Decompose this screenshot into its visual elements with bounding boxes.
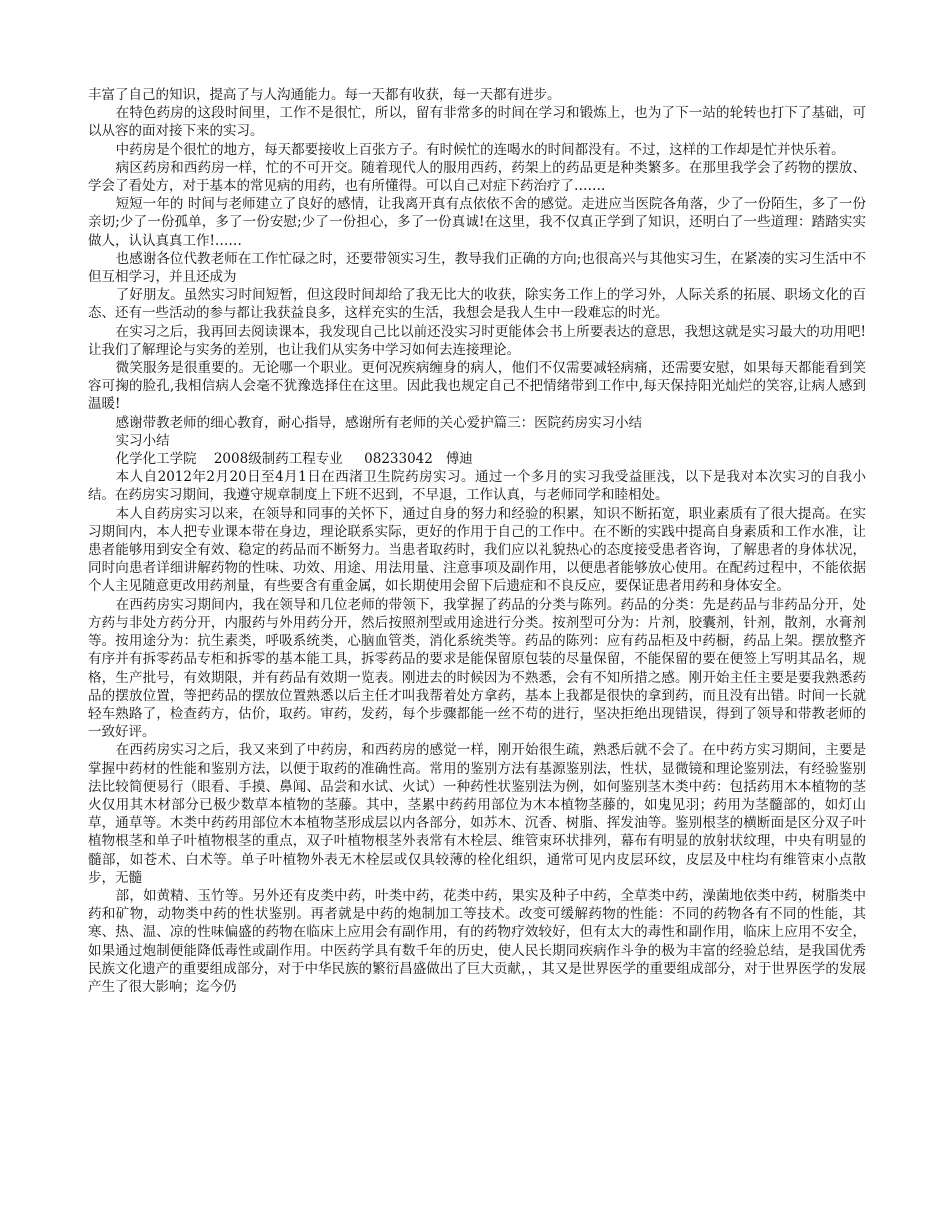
paragraph-7: 了好朋友。虽然实习时间短暂，但这段时间却给了我无比大的收获，除实务工作上的学习外，人际关系的拓展、职场文化的百态、还有一些活动的参与都让我获益良多，这样充实的生活，我想会是我人生中一段难忘的时光。 [88, 287, 866, 322]
paragraph-8: 在实习之后，我再回去阅读课本，我发现自己比以前还没实习时更能体会书上所要表达的意思，我想这就是实习最大的功用吧!让我们了解理论与实务的差别，也让我们从实务中学习如何去连接理论。 [88, 323, 866, 358]
paragraph-13: 本人自2012年2月20日至4月1日在西渚卫生院药房实习。通过一个多月的实习我受益匪浅，以下是我对本次实习的自我小结。在药房实习期间，我遵守规章制度上下班不迟到，不早退，工作认真，与老师同学和睦相处。 [88, 469, 866, 504]
paragraph-14: 本人自药房实习以来，在领导和同事的关怀下，通过自身的努力和经验的积累，知识不断拓宽，职业素质有了很大提高。在实习期间内，本人把专业课本带在身边，理论联系实际，更好的作用于自己的工作中。在不断的实践中提高自身素质和工作水准，让患者能够用到安全有效、稳定的药品而不断努力。当患者取药时，我们应以礼貌热心的态度接受患者咨询，了解患者的身体状况，同时向患者详细讲解药物的性味、功效、用途、用法用量、注意事项及副作用，以便患者能够放心使用。在配药过程中，不能依据个人主见随意更改用药剂量，有些要含有重金属，如长期使用会留下后遗症和不良反应，要保证患者用药和身体安全。 [88, 505, 866, 595]
paragraph-1: 丰富了自己的知识，提高了与人沟通能力。每一天都有收获，每一天都有进步。 [88, 87, 561, 103]
paragraph-17: 部，如黄精、玉竹等。另外还有皮类中药，叶类中药，花类中药，果实及种子中药，全草类中药，澡菌地依类中药，树脂类中药和矿物，动物类中药的性状鉴别。再者就是中药的炮制加工等技术。改变可缓解药物的性能：不同的药物各有不同的性能，其寒、热、温、凉的性味偏盛的药物在临床上应用会有副作用，有的药物疗效较好，但有太大的毒性和副作用，临床上应用不安全，如果通过炮制便能降低毒性或副作用。中医药学具有数千年的历史，使人民长期同疾病作斗争的极为丰富的经验总结，是我国优秀民族文化遗产的重要组成部分，对于中华民族的繁衍昌盛做出了巨大贡献，，其又是世界医学的重要组成部分，对于世界医学的发展产生了很大影响；迄今仍 [88, 887, 866, 995]
author-info-line: 化学化工学院 2008级制药工程专业 08233042 傅迪 [115, 451, 473, 468]
paragraph-4: 病区药房和西药房一样，忙的不可开交。随着现代人的服用西药，药架上的药品更是种类繁多。在那里我学会了药物的摆放、学会了看处方，对于基本的常见病的用药，也有所懂得。可以自己对症下药治疗了……. [88, 159, 866, 195]
paragraph-6: 也感谢各位代教老师在工作忙碌之时，还要带领实习生，教导我们正确的方向;也很高兴与其他实习生，在紧凑的实习生活中不但互相学习，并且还成为 [88, 250, 866, 286]
paragraph-2: 在特色药房的这段时间里，工作不是很忙，所以，留有非常多的时间在学习和锻炼上，也为了下一站的轮转也打下了基础，可以从容的面对接下来的实习。 [88, 105, 866, 140]
paragraph-10: 感谢带教老师的细心教育，耐心指导，感谢所有老师的关心爱护篇三：医院药房实习小结 [115, 414, 643, 431]
paragraph-9: 微笑服务是很重要的。无论哪一个职业。更何况疾病缠身的病人，他们不仅需要减轻病痛，还需要安慰，如果每天都能看到笑容可掬的脸孔,我相信病人会毫不犹豫选择住在这里。因此我也规定自己不把情绪带到工作中,每天保持阳光灿烂的笑容,让病人感到温暖! [88, 360, 866, 413]
paragraph-16: 在西药房实习之后，我又来到了中药房，和西药房的感觉一样，刚开始很生疏，熟悉后就不会了。在中药方实习期间，主要是掌握中药材的性能和鉴别方法，以便于取药的准确性高。常用的鉴别方法有基源鉴别法，性状，显微镜和理论鉴别法，有经验鉴别法比较简便易行（眼看、手摸、鼻闻、品尝和水试、火试）一种药性状鉴别法为例，如何鉴别茎木类中药：包括药用木本植物的茎火仅用其木材部分已极少数草本植物的茎藤。其中，茎累中药药用部位为木本植物茎藤的，如鬼见羽；药用为茎髓部的，如灯山草，通草等。木类中药药用部位木本植物茎形成层以内各部分，如苏木、沉香、树脂、挥发油等。鉴别根茎的横断面是区分双子叶植物根茎和单子叶植物根茎的重点，双子叶植物根茎外表常有木栓层、维管束环状排列，幕布有明显的放射状纹理，中央有明显的髓部，如苍术、白术等。单子叶植物外表无木栓层或仅具较薄的栓化组织，通常可见内皮层环纹，皮层及中柱均有维管束小点散步，无髓 [88, 742, 866, 886]
paragraph-15: 在西药房实习期间内，我在领导和几位老师的带领下，我掌握了药品的分类与陈列。药品的分类：先是药品与非药品分开，处方药与非处方药分开，内服药与外用药分开，然后按照剂型或用途进行分类。按剂型可分为：片剂，胶囊剂，针剂，散剂，水膏剂等。按用途分为：抗生素类，呼吸系统类，心脑血管类，消化系统类等。药品的陈列：应有药品柜及中药橱，药品上架。摆放整齐有序并有拆零药品专柜和拆零的基本能工具，拆零药品的要求是能保留原包装的尽量保留，不能保留的要在便签上写明其品名，规格，生产批号，有效期限，并有药品有效期一览表。刚进去的时候因为不熟悉，会有不知所措之感。刚开始主任主要是要我熟悉药品的摆放位置，等把药品的摆放位置熟悉以后主任才叫我帮着处方拿药，基本上我都是很快的拿到药，而且没有出错。时间一长就轻车熟路了，检查药方，估价，取药。审药，发药，每个步骤都能一丝不苟的进行，坚决拒绝出现错误，得到了领导和带教老师的一致好评。 [88, 596, 866, 741]
paragraph-5: 短短一年的 时间与老师建立了良好的感情，让我离开真有点依依不舍的感觉。走进应当医院各角落，少了一份陌生，多了一份亲切;少了一份孤单，多了一份安慰;少了一份担心，多了一份真诚!在这里，我不仅真正学到了知识，还明白了一些道理：踏踏实实做人，认认真真工作!…… [88, 196, 866, 249]
section-title: 实习小结 [115, 432, 170, 449]
paragraph-3: 中药房是个很忙的地方，每天都要接收上百张方子。有时候忙的连喝水的时间都没有。不过，这样的工作却是忙并快乐着。 [115, 141, 845, 158]
